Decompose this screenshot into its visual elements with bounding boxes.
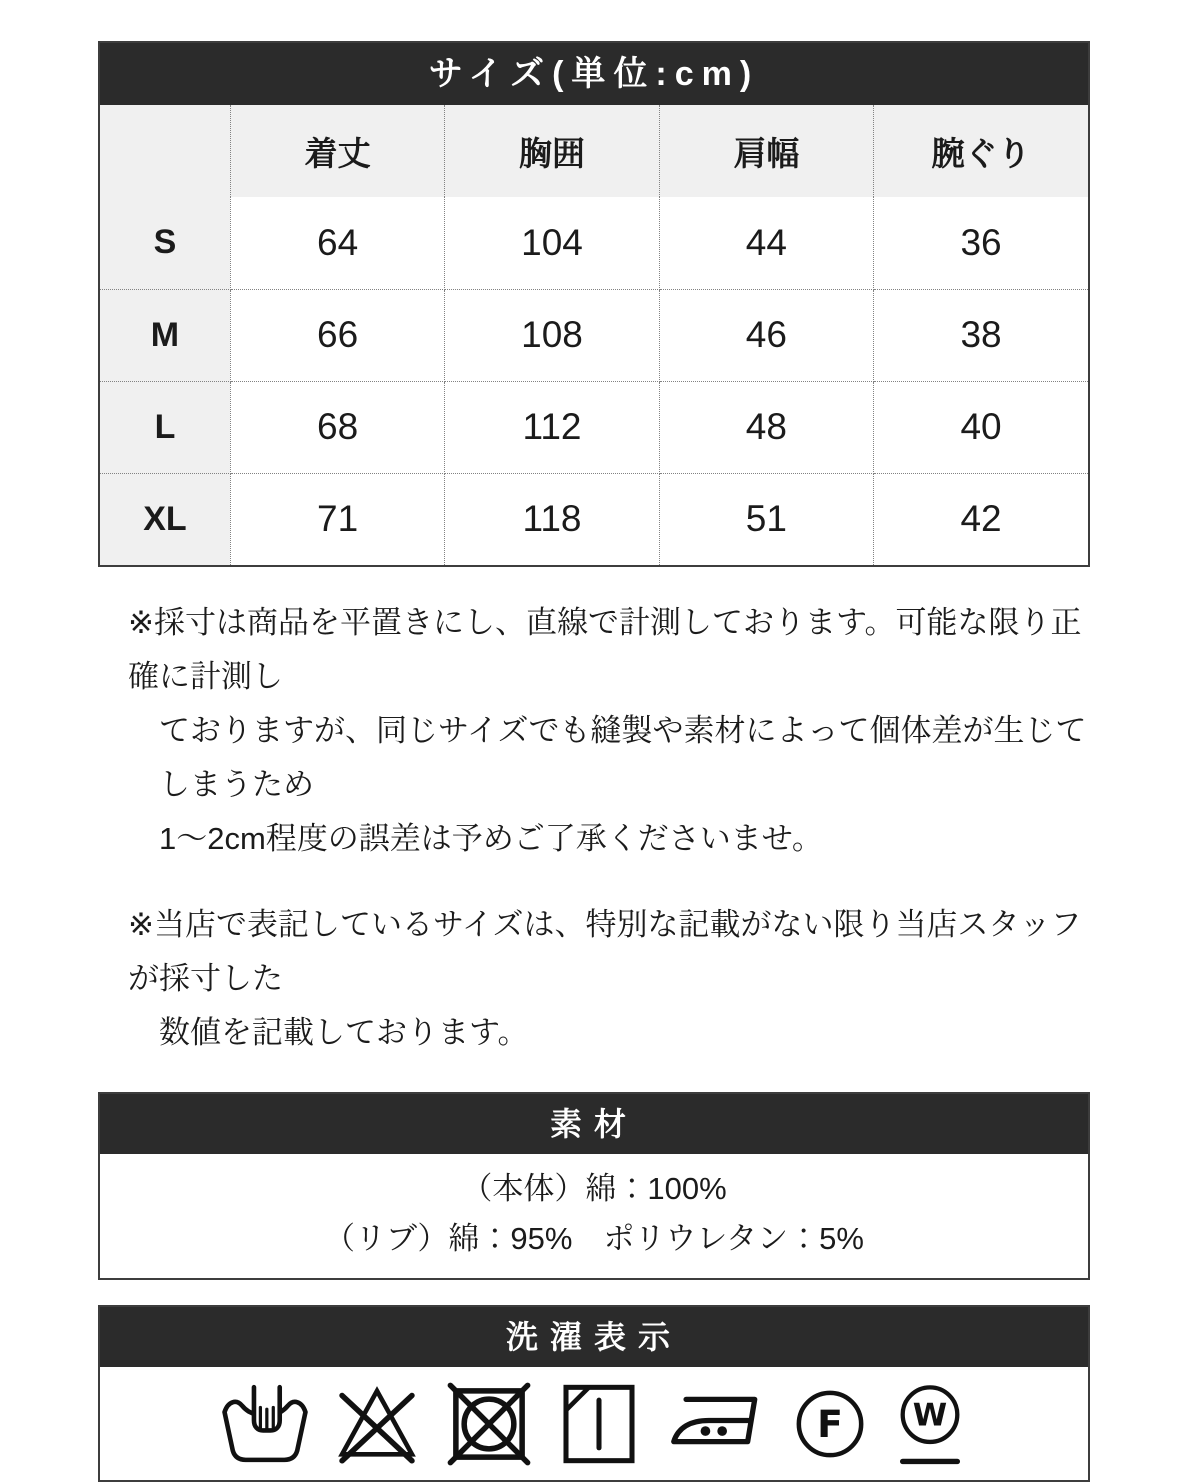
svg-text:F: F	[817, 1401, 843, 1446]
size-label: L	[100, 381, 230, 473]
size-value: 118	[445, 473, 659, 565]
size-label: M	[100, 289, 230, 381]
size-value: 68	[230, 381, 444, 473]
size-label: XL	[100, 473, 230, 565]
note-line: ※当店で表記しているサイズは、特別な記載がない限り当店スタッフが採寸した	[128, 907, 1082, 996]
column-header: 胸囲	[445, 105, 659, 197]
size-label: S	[100, 197, 230, 289]
wash-care-section	[98, 1305, 1090, 1482]
material-title-bar: 素材	[100, 1094, 1088, 1154]
size-value: 40	[874, 381, 1088, 473]
wash-care-icons-row	[100, 1367, 1088, 1480]
size-row	[100, 381, 1088, 473]
size-value: 71	[230, 473, 444, 565]
size-table-header-row	[100, 105, 1088, 197]
size-value: 48	[659, 381, 873, 473]
hand-wash-icon	[219, 1378, 311, 1470]
material-content	[100, 1154, 1088, 1278]
material-line: （リブ）綿：95% ポリウレタン：5%	[324, 1221, 864, 1256]
size-table-title-bar: サイズ(単位:cm)	[100, 43, 1088, 105]
content-column	[98, 41, 1090, 1482]
note-line: 数値を記載しております。	[159, 1015, 529, 1050]
wash-care-title-bar: 洗濯表示	[100, 1307, 1088, 1367]
material-line: （本体）綿：100%	[461, 1171, 727, 1206]
size-value: 36	[874, 197, 1088, 289]
column-header: 肩幅	[659, 105, 873, 197]
dry-clean-f-icon	[789, 1383, 871, 1465]
note-line: 1〜2cm程度の誤差は予めご了承くださいませ。	[159, 821, 823, 856]
hang-dry-in-shade-icon	[555, 1378, 643, 1470]
size-value: 38	[874, 289, 1088, 381]
size-table-section	[98, 41, 1090, 567]
size-value: 42	[874, 473, 1088, 565]
material-section	[98, 1092, 1090, 1280]
wet-clean-w-icon	[891, 1380, 969, 1468]
size-value: 112	[445, 381, 659, 473]
column-header: 腕ぐり	[874, 105, 1088, 197]
corner-cell	[100, 105, 230, 197]
do-not-bleach-icon	[331, 1378, 423, 1470]
size-value: 46	[659, 289, 873, 381]
column-header: 着丈	[230, 105, 444, 197]
size-row	[100, 197, 1088, 289]
measurement-notes	[98, 596, 1090, 1060]
note-line: ※採寸は商品を平置きにし、直線で計測しております。可能な限り正確に計測し	[128, 605, 1082, 694]
size-table	[100, 105, 1088, 565]
note-line: ておりますが、同じサイズでも縫製や素材によって個体差が生じてしまうため	[159, 713, 1087, 802]
svg-text:W: W	[912, 1397, 948, 1434]
size-row	[100, 289, 1088, 381]
size-value: 51	[659, 473, 873, 565]
size-value: 44	[659, 197, 873, 289]
do-not-tumble-dry-icon	[443, 1378, 535, 1470]
size-value: 108	[445, 289, 659, 381]
size-value: 64	[230, 197, 444, 289]
iron-medium-icon	[663, 1380, 769, 1468]
size-row	[100, 473, 1088, 565]
size-value: 104	[445, 197, 659, 289]
note	[98, 898, 1090, 1060]
size-value: 66	[230, 289, 444, 381]
note	[98, 596, 1090, 866]
